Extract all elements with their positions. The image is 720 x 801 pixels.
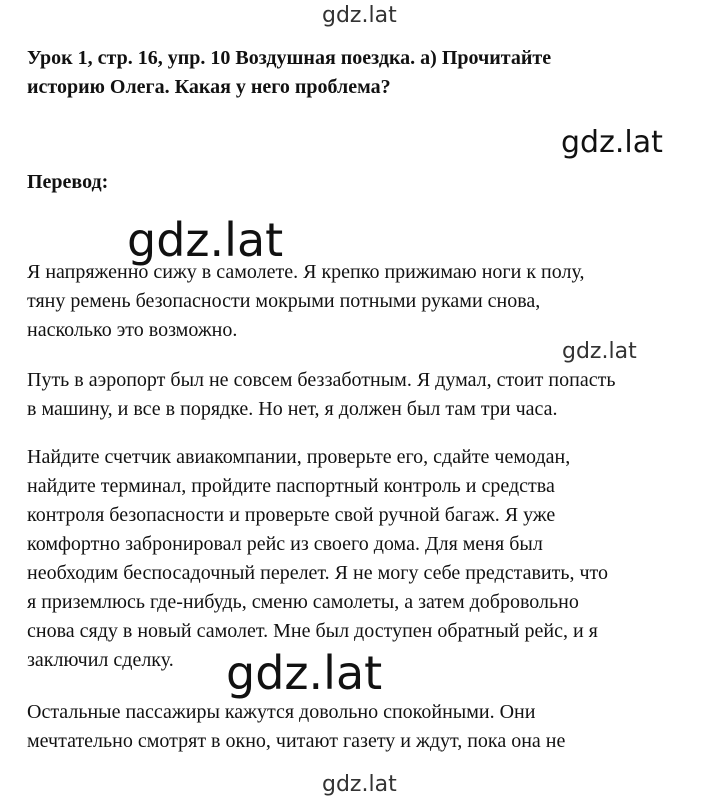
paragraph-2 (27, 366, 707, 424)
text-line: Остальные пассажиры кажутся довольно спокойными. Они (27, 701, 536, 723)
watermark-bottom: gdz.lat (322, 772, 397, 797)
text-line: заключил сделку. (27, 649, 174, 671)
text-line: комфортно забронировал рейс из своего дома. Для меня был (27, 533, 543, 555)
page-title (27, 44, 687, 102)
watermark-large-upper: gdz.lat (127, 213, 284, 267)
watermark-top: gdz.lat (322, 3, 397, 28)
text-line: снова сяду в новый самолет. Мне был доступен обратный рейс, и я (27, 620, 598, 642)
text-line: мечтательно смотрят в окно, читают газету и ждут, пока она не (27, 730, 566, 752)
text-line: я приземлюсь где-нибудь, сменю самолеты, а затем добровольно (27, 591, 579, 613)
text-line: найдите терминал, пройдите паспортный контроль и средства (27, 475, 555, 497)
text-line: тяну ремень безопасности мокрыми потными руками снова, (27, 290, 541, 312)
text-line: Путь в аэропорт был не совсем беззаботным. Я думал, стоит попасть (27, 369, 616, 391)
watermark-large-lower: gdz.lat (226, 646, 383, 700)
text-line: контроля безопасности и проверьте свой ручной багаж. Я уже (27, 504, 556, 526)
text-line: в машину, и все в порядке. Но нет, я должен был там три часа. (27, 398, 558, 420)
paragraph-4 (27, 698, 707, 756)
paragraph-3 (27, 443, 707, 675)
title-line: Урок 1, стр. 16, упр. 10 Воздушная поездка. а) Прочитайте (27, 47, 552, 69)
title-line: историю Олега. Какая у него проблема? (27, 76, 391, 98)
watermark-middle: gdz.lat (562, 339, 637, 364)
text-line: Найдите счетчик авиакомпании, проверьте его, сдайте чемодан, (27, 446, 571, 468)
paragraph-1 (27, 258, 707, 345)
text-line: необходим беспосадочный перелет. Я не могу себе представить, что (27, 562, 609, 584)
watermark-right: gdz.lat (561, 125, 663, 160)
translation-heading: Перевод: (27, 171, 109, 193)
text-line: насколько это возможно. (27, 319, 238, 341)
text-line: Я напряженно сижу в самолете. Я крепко прижимаю ноги к полу, (27, 261, 585, 283)
